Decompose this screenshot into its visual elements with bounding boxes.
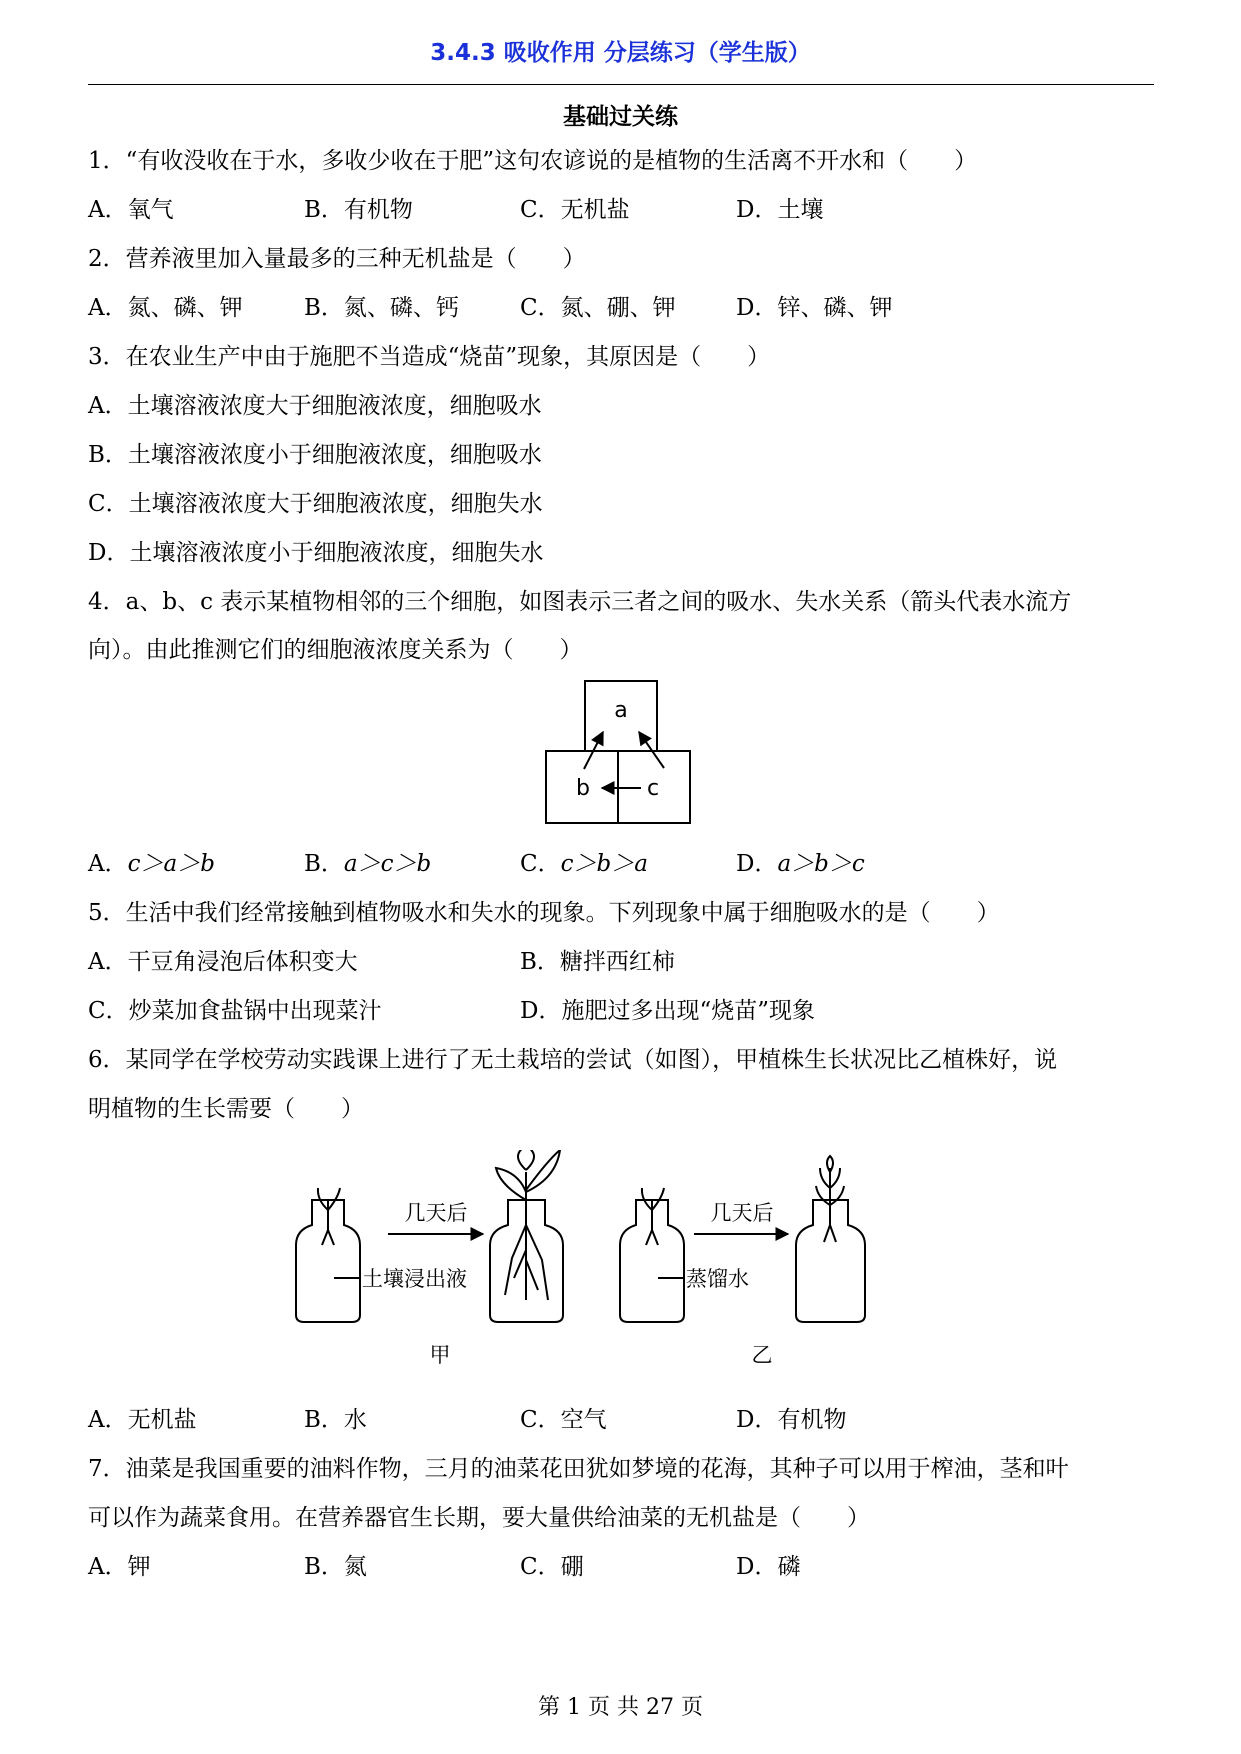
cell-c-label: c (646, 776, 660, 801)
right-liquid-label: 蒸馏水 (686, 1267, 749, 1291)
left-arrow-text: 几天后 (404, 1201, 468, 1225)
roots-small-1 (322, 1230, 334, 1245)
q5-option-a: A．干豆角浸泡后体积变大 (88, 949, 358, 975)
left-liquid-label: 土壤浸出液 (362, 1267, 467, 1291)
q3-option-a: A．土壤溶液浓度大于细胞液浓度，细胞吸水 (88, 393, 542, 419)
question-7-stem-line1: 7．油菜是我国重要的油料作物，三月的油菜花田犹如梦境的花海，其种子可以用于榨油，茎和叶 (88, 1456, 1069, 1482)
q5-option-b: B．糖拌西红柿 (520, 949, 675, 975)
q4-option-d: D．a＞b＞c (736, 851, 865, 877)
seedling-small-2 (642, 1188, 664, 1230)
q3-option-b: B．土壤溶液浓度小于细胞液浓度，细胞吸水 (88, 442, 542, 468)
q5-option-c: C．炒菜加食盐锅中出现菜汁 (88, 998, 382, 1024)
question-3-stem: 3．在农业生产中由于施肥不当造成“烧苗”现象，其原因是（ ） (88, 344, 771, 370)
q1-option-b: B．有机物 (304, 197, 413, 223)
q1-option-a: A．氧气 (88, 197, 174, 223)
plant-big-2 (816, 1156, 844, 1225)
roots-small-2 (646, 1230, 658, 1245)
right-caption: 乙 (751, 1343, 773, 1367)
q6-option-d: D．有机物 (736, 1407, 847, 1433)
question-4-stem-line2: 向）。由此推测它们的细胞液浓度关系为（ ） (88, 637, 583, 663)
question-6-stem-line2: 明植物的生长需要（ ） (88, 1096, 364, 1122)
q7-option-d: D．磷 (736, 1554, 801, 1580)
left-caption: 甲 (429, 1343, 451, 1367)
document-header-title: 3.4.3 吸收作用 分层练习（学生版） (430, 40, 811, 66)
cell-b-label: b (576, 776, 590, 801)
q7-option-c: C．硼 (520, 1554, 584, 1580)
q2-option-d: D．锌、磷、钾 (736, 295, 893, 321)
seedling-small-1 (318, 1188, 340, 1230)
roots-big-1 (505, 1225, 548, 1300)
q7-option-a: A．钾 (88, 1554, 151, 1580)
q6-option-b: B．水 (304, 1407, 367, 1433)
q1-option-c: C．无机盐 (520, 197, 630, 223)
soilless-culture-figure (290, 1150, 970, 1370)
roots-big-2 (824, 1225, 836, 1242)
q1-option-d: D．土壤 (736, 197, 824, 223)
section-title: 基础过关练 (563, 103, 678, 130)
q2-option-b: B．氮、磷、钙 (304, 295, 459, 321)
cell-a-label: a (614, 698, 628, 723)
q5-option-d: D．施肥过多出现“烧苗”现象 (520, 998, 815, 1024)
question-5-stem: 5．生活中我们经常接触到植物吸水和失水的现象。下列现象中属于细胞吸水的是（ ） (88, 900, 1000, 926)
question-6-stem-line1: 6．某同学在学校劳动实践课上进行了无土栽培的尝试（如图），甲植株生长状况比乙植株好，说 (88, 1047, 1058, 1073)
page-footer: 第 1 页 共 27 页 (538, 1695, 703, 1720)
question-4-stem-line1: 4．a、b、c 表示某植物相邻的三个细胞，如图表示三者之间的吸水、失水关系（箭头代表水流方 (88, 589, 1072, 615)
q6-option-a: A．无机盐 (88, 1407, 197, 1433)
question-2-stem: 2．营养液里加入量最多的三种无机盐是（ ） (88, 246, 586, 272)
q2-option-a: A．氮、磷、钾 (88, 295, 243, 321)
q6-option-c: C．空气 (520, 1407, 607, 1433)
q3-option-d: D．土壤溶液浓度小于细胞液浓度，细胞失水 (88, 540, 544, 566)
right-arrow-text: 几天后 (710, 1201, 774, 1225)
plant-big-1 (496, 1150, 560, 1225)
header-rule (88, 84, 1154, 85)
q4-option-c: C．c＞b＞a (520, 851, 648, 877)
q4-option-b: B．a＞c＞b (304, 851, 432, 877)
question-1-stem: 1．“有收没收在于水，多收少收在于肥”这句农谚说的是植物的生活离不开水和（ ） (88, 148, 978, 174)
q7-option-b: B．氮 (304, 1554, 367, 1580)
q4-option-a: A．c＞a＞b (88, 851, 215, 877)
question-7-stem-line2: 可以作为蔬菜食用。在营养器官生长期，要大量供给油菜的无机盐是（ ） (88, 1505, 870, 1531)
q3-option-c: C．土壤溶液浓度大于细胞液浓度，细胞失水 (88, 491, 543, 517)
cell-water-flow-figure (540, 675, 700, 835)
q2-option-c: C．氮、硼、钾 (520, 295, 676, 321)
